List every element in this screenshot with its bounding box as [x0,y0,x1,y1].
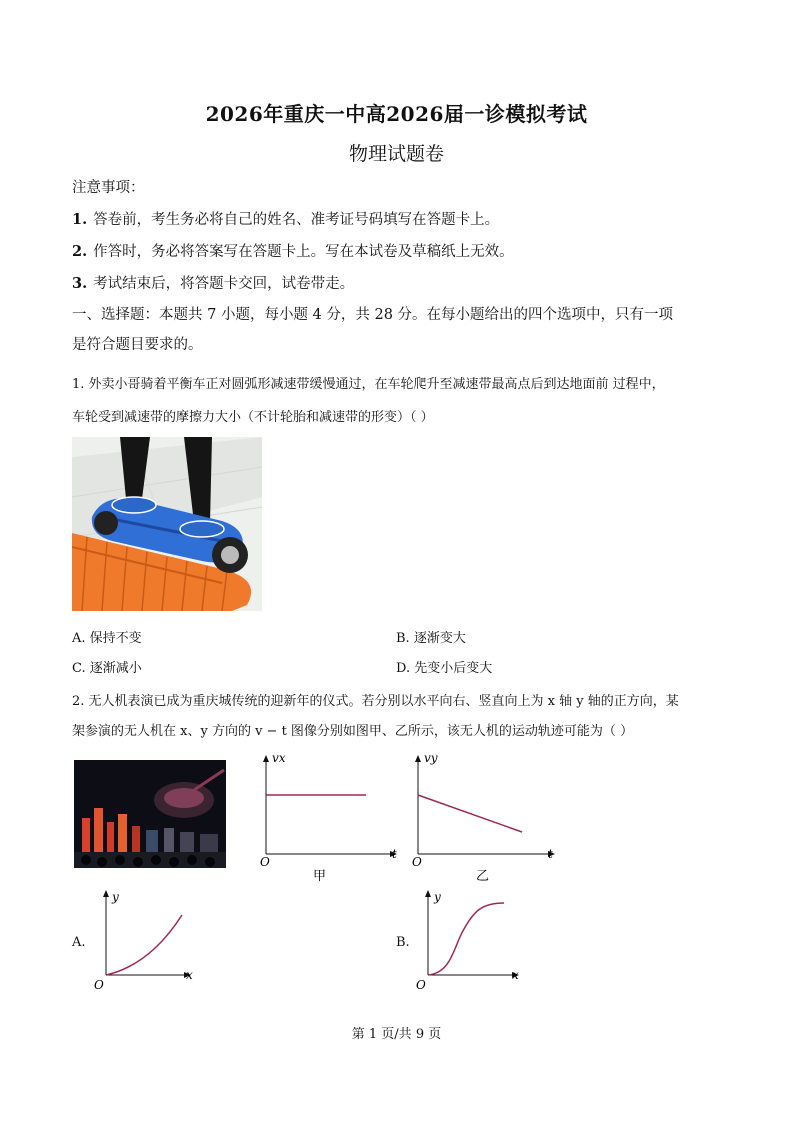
trajectory-curve-a [106,915,182,975]
notice-item-number: 2. [72,243,88,260]
axis-label-x: x [186,968,193,982]
q2-option-b-label[interactable]: B. [396,935,410,950]
q1-option-b[interactable]: B. 逐渐变大 [396,631,466,646]
notice-item-number: 1. [72,211,88,228]
q1-option-d[interactable]: D. 先变小后变大 [396,661,493,676]
q1-option-a[interactable]: A. 保持不变 [72,631,142,646]
axis-label-x: x [512,968,519,982]
notice-item-2 [72,240,514,261]
hoverboard-illustration [72,437,262,611]
graph-caption-yi: 乙 [476,869,490,884]
notice-item-text: 作答时，务必将答案写在答题卡上。写在本试卷及草稿纸上无效。 [93,244,514,260]
axis-label-t: t [392,847,397,861]
section-heading-line1: 一、选择题：本题共 7 小题，每小题 4 分，共 28 分。在每小题给出的四个选项中，只有一项 [72,307,674,323]
origin-label: O [412,855,422,869]
drone-show-photo [74,760,226,868]
notice-heading: 注意事项： [72,180,145,196]
q2-option-a-graph[interactable] [90,885,200,995]
q2-option-a-label[interactable]: A. [72,935,86,950]
notice-item-3 [72,272,354,293]
origin-label: O [94,978,104,992]
q1-stem-line1: 1. 外卖小哥骑着平衡车正对圆弧形减速带缓慢通过，在车轮爬升至减速带最高点后到达地面前 过程中， [72,377,665,392]
q2-stem-line2: 架参演的无人机在 x、y 方向的 v − t 图像分别如图甲、乙所示，该无人机的运动轨迹可能为（ ） [72,724,634,739]
axis-label-y: y [112,890,119,904]
q1-stem-line2: 车轮受到减速带的摩擦力大小（不计轮胎和减速带的形变）（ ） [72,410,434,425]
notice-item-number: 3. [72,275,88,292]
q2-stem-line1: 2. 无人机表演已成为重庆城传统的迎新年的仪式。若分别以水平向右、竖直向上为 x 轴 y 轴的正方向，某 [72,694,679,709]
notice-item-text: 答卷前，考生务必将自己的姓名、准考证号码填写在答题卡上。 [93,212,500,228]
exam-title: 2026年重庆一中高2026届一诊模拟考试 [205,102,588,126]
axis-label-t: t [548,847,553,861]
trajectory-curve-b [428,903,504,975]
graph-jia [252,746,402,886]
notice-item-text: 考试结束后，将答题卡交回，试卷带走。 [93,276,355,292]
axis-label-y: y [434,890,441,904]
section-heading-line2: 是符合题目要求的。 [72,337,203,353]
axis-label-vx: vx [272,751,286,765]
graph-caption-jia: 甲 [313,869,327,884]
q2-option-b-graph[interactable] [412,885,528,995]
notice-item-1 [72,208,499,229]
page-footer: 第 1 页/共 9 页 [351,1027,442,1042]
origin-label: O [260,855,270,869]
axis-label-vy: vy [424,751,438,765]
graph-yi [404,746,564,886]
q1-option-c[interactable]: C. 逐渐减小 [72,661,142,676]
origin-label: O [416,978,426,992]
exam-subtitle: 物理试题卷 [348,143,444,165]
vy-decreasing-line [418,795,522,832]
